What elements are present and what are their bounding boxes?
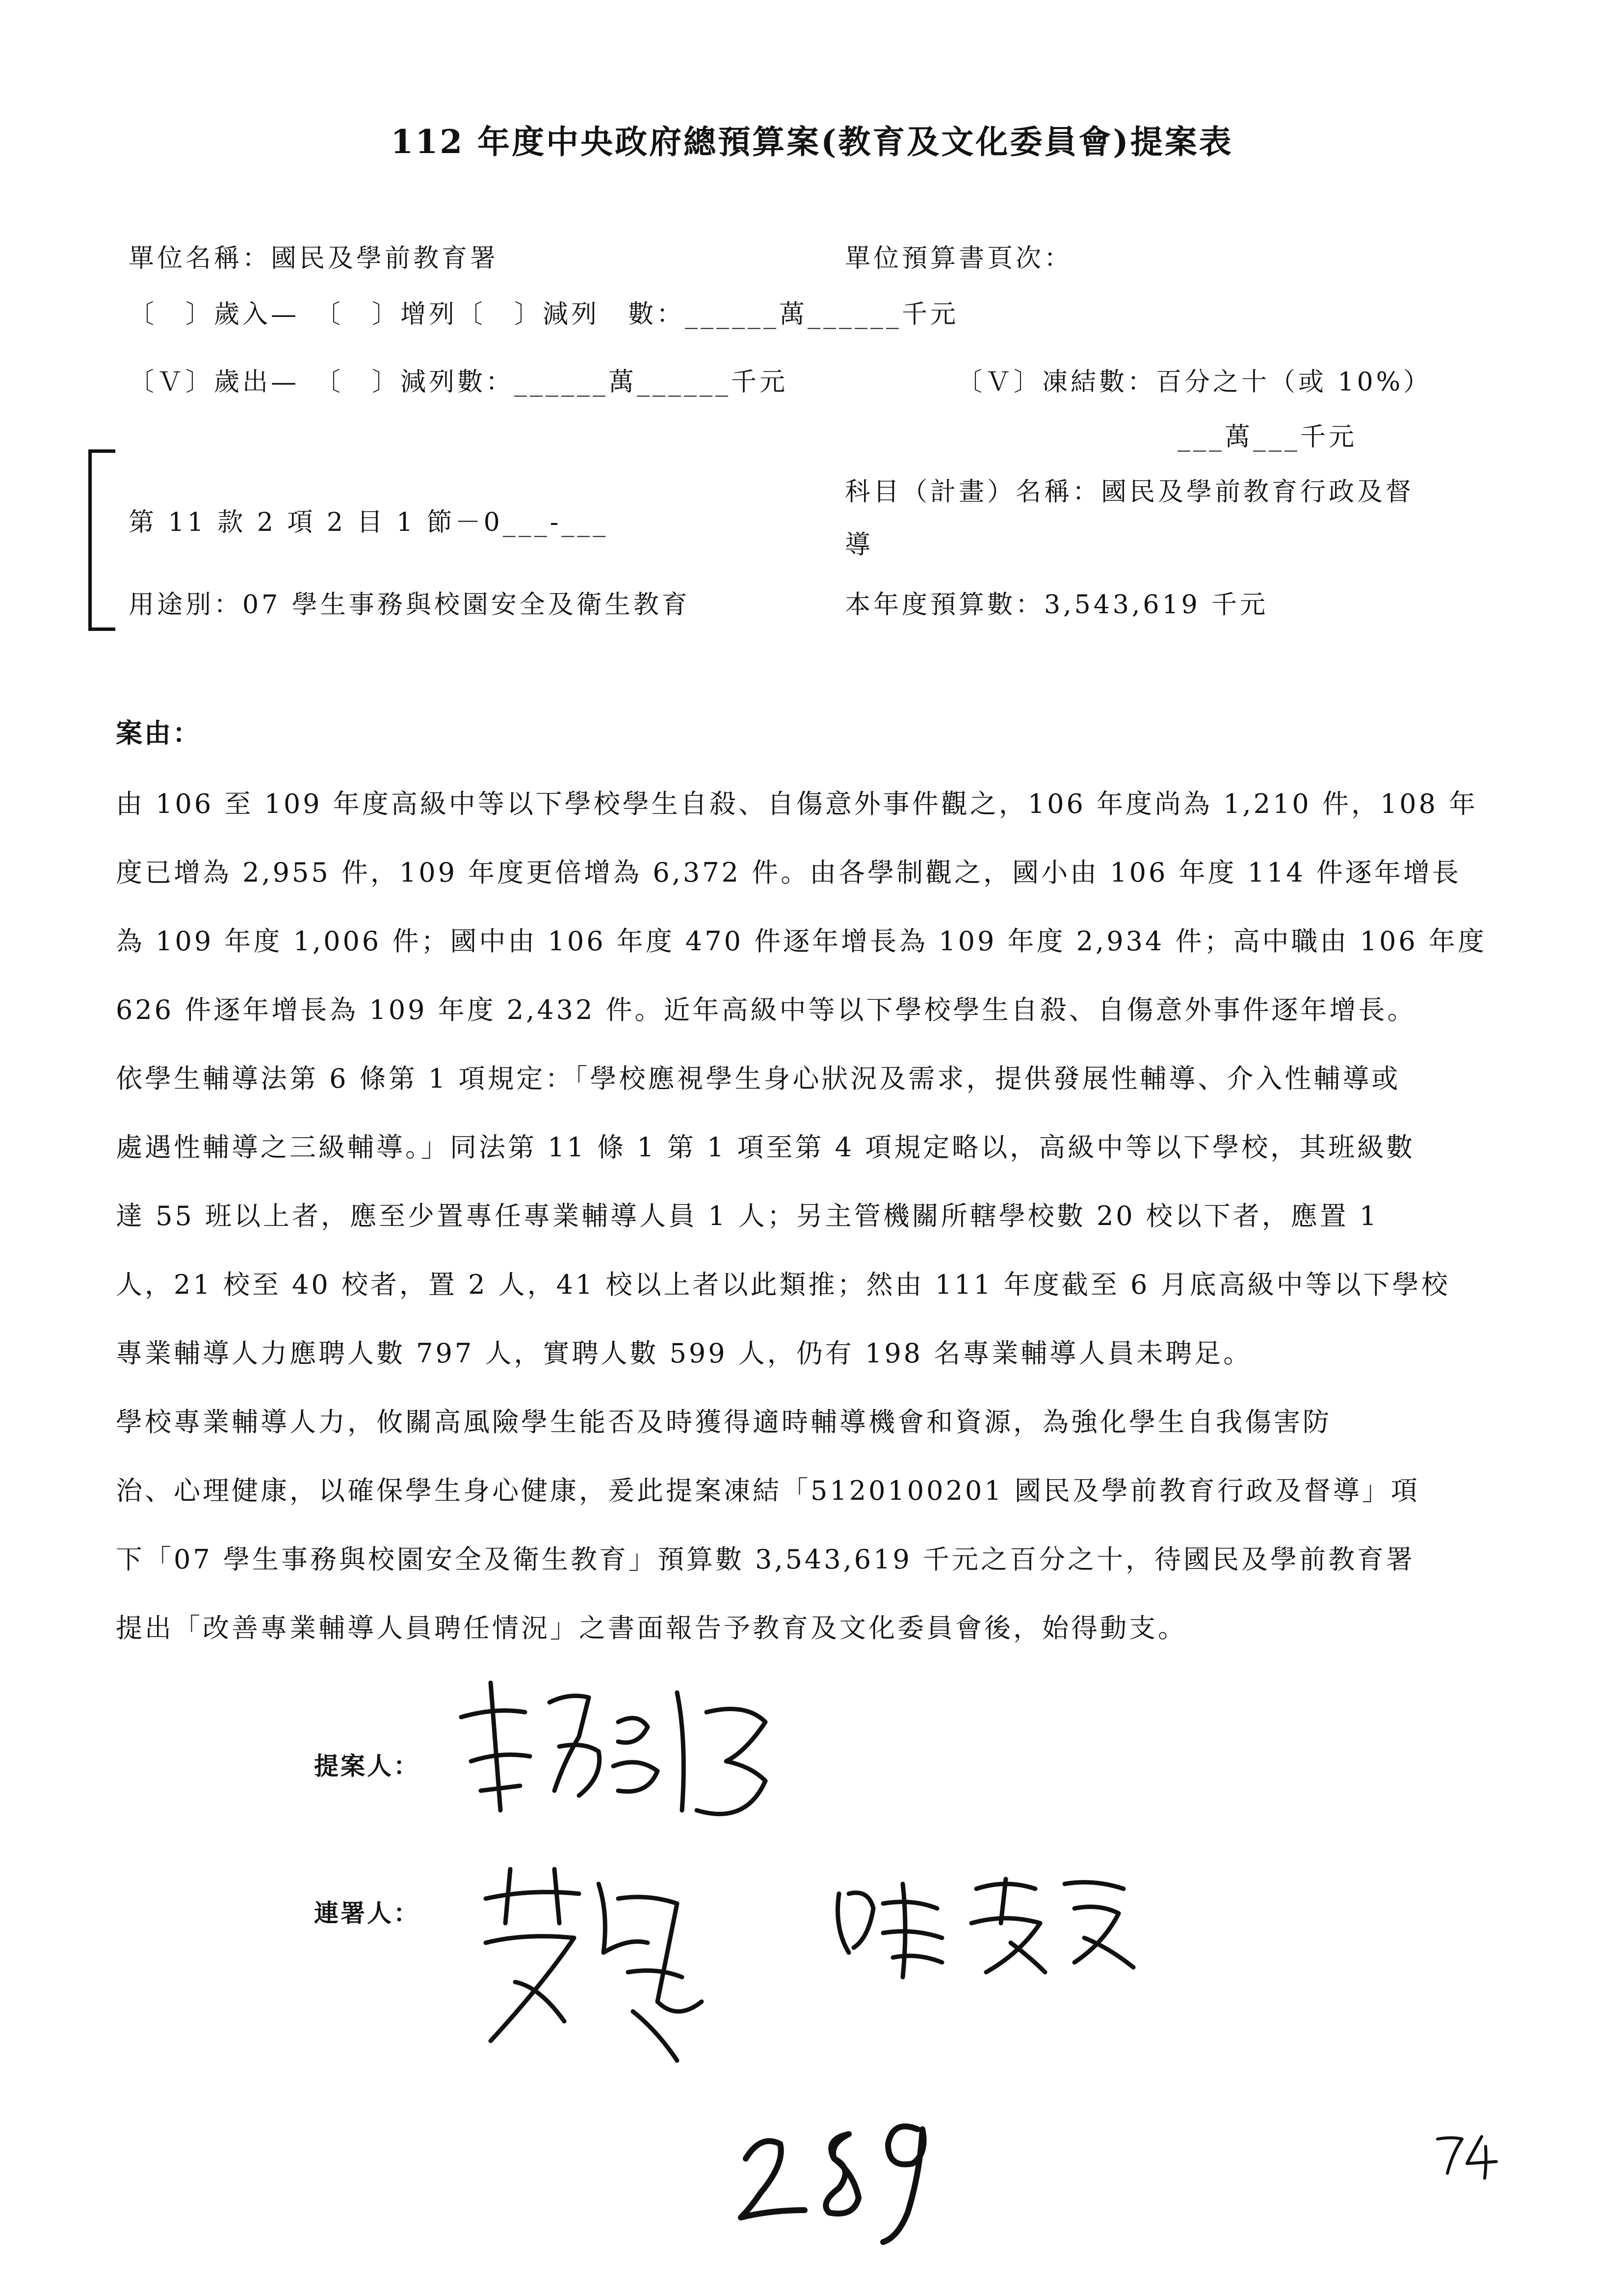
case-reason-line-11: 治、心理健康，以確保學生身心健康，爰此提案凍結「5120100201 國民及學前教育行政及督導」項 [116,1475,1420,1506]
cosigner-signature-1 [471,1854,726,2065]
case-reason-line-10: 學校專業輔導人力，攸關高風險學生能否及時獲得適時輔導機會和資源，為強化學生自我傷害防 [116,1407,1332,1437]
case-reason-line-4: 626 件逐年增長為 109 年度 2,432 件。近年高級中等以下學校學生自殺、自傷意外事件逐年增長。 [116,994,1416,1025]
proposer-label: 提案人： [314,1751,420,1780]
cosigner-signature-2 [829,1864,1143,1982]
subject-name-line-1: 科目（計畫）名稱：國民及學前教育行政及督 [845,477,1414,507]
case-reason-line-7: 達 55 班以上者，應至少置專任專業輔導人員 1 人；另主管機關所轄學校數 20 校以下者，應置 1 [116,1200,1379,1231]
page-number-74 [1433,2129,1501,2183]
freeze-amount-line: ___萬___千元 [1178,422,1358,452]
case-reason-line-6: 處遇性輔導之三級輔導。」同法第 11 條 1 第 1 項至第 4 項規定略以，高級中等以下學校，其班級數 [116,1132,1415,1163]
revenue-line: 〔 〕歲入— 〔 〕增列〔 〕減列 數：______萬______千元 [129,300,959,329]
expense-line: 〔Ｖ〕歲出— 〔 〕減列數：______萬______千元 [129,367,788,397]
case-reason-line-2: 度已增為 2,955 件，109 年度更倍增為 6,372 件。由各學制觀之，國小由 106 年度 114 件逐年增長 [116,857,1461,888]
unit-name-field: 單位名稱：國民及學前教育署 [129,244,499,273]
case-reason-line-3: 為 109 年度 1,006 件；國中由 106 年度 470 件逐年增長為 109 年度 2,934 件；高中職由 106 年度 [116,926,1487,957]
subject-name-line-2: 導 [845,530,874,560]
item-code: 第 11 款 2 項 2 目 1 節－0___-___ [129,508,609,537]
case-reason-heading: 案由： [116,717,201,749]
stamp-number-289 [726,2100,952,2247]
form-title: 112 年度中央政府總預算案(教育及文化委員會)提案表 [391,123,1233,161]
budget-amount-field: 本年度預算數：3,543,619 千元 [845,590,1269,620]
case-reason-line-13: 提出「改善專業輔導人員聘任情況」之書面報告予教育及文化委員會後，始得動支。 [116,1613,1187,1644]
purpose-field: 用途別：07 學生事務與校園安全及衛生教育 [129,590,690,620]
item-bracket [88,449,115,631]
proposer-signature [451,1663,795,1840]
cosigner-label: 連署人： [314,1899,420,1928]
case-reason-line-1: 由 106 至 109 年度高級中等以下學校學生自殺、自傷意外事件觀之，106 年度尚為 1,210 件，108 年 [116,788,1478,819]
case-reason-line-5: 依學生輔導法第 6 條第 1 項規定：「學校應視學生身心狀況及需求，提供發展性輔導、介入性輔導或 [116,1063,1401,1094]
case-reason-line-9: 專業輔導人力應聘人數 797 人，實聘人數 599 人，仍有 198 名專業輔導人員未聘足。 [116,1338,1253,1369]
budget-page-field: 單位預算書頁次： [845,244,1073,273]
case-reason-line-12: 下「07 學生事務與校園安全及衛生教育」預算數 3,543,619 千元之百分之十，待國民及學前教育署 [116,1544,1415,1575]
freeze-line: 〔Ｖ〕凍結數：百分之十（或 10%） [957,367,1432,397]
case-reason-line-8: 人，21 校至 40 校者，置 2 人，41 校以上者以此類推；然由 111 年度截至 6 月底高級中等以下學校 [116,1269,1450,1300]
